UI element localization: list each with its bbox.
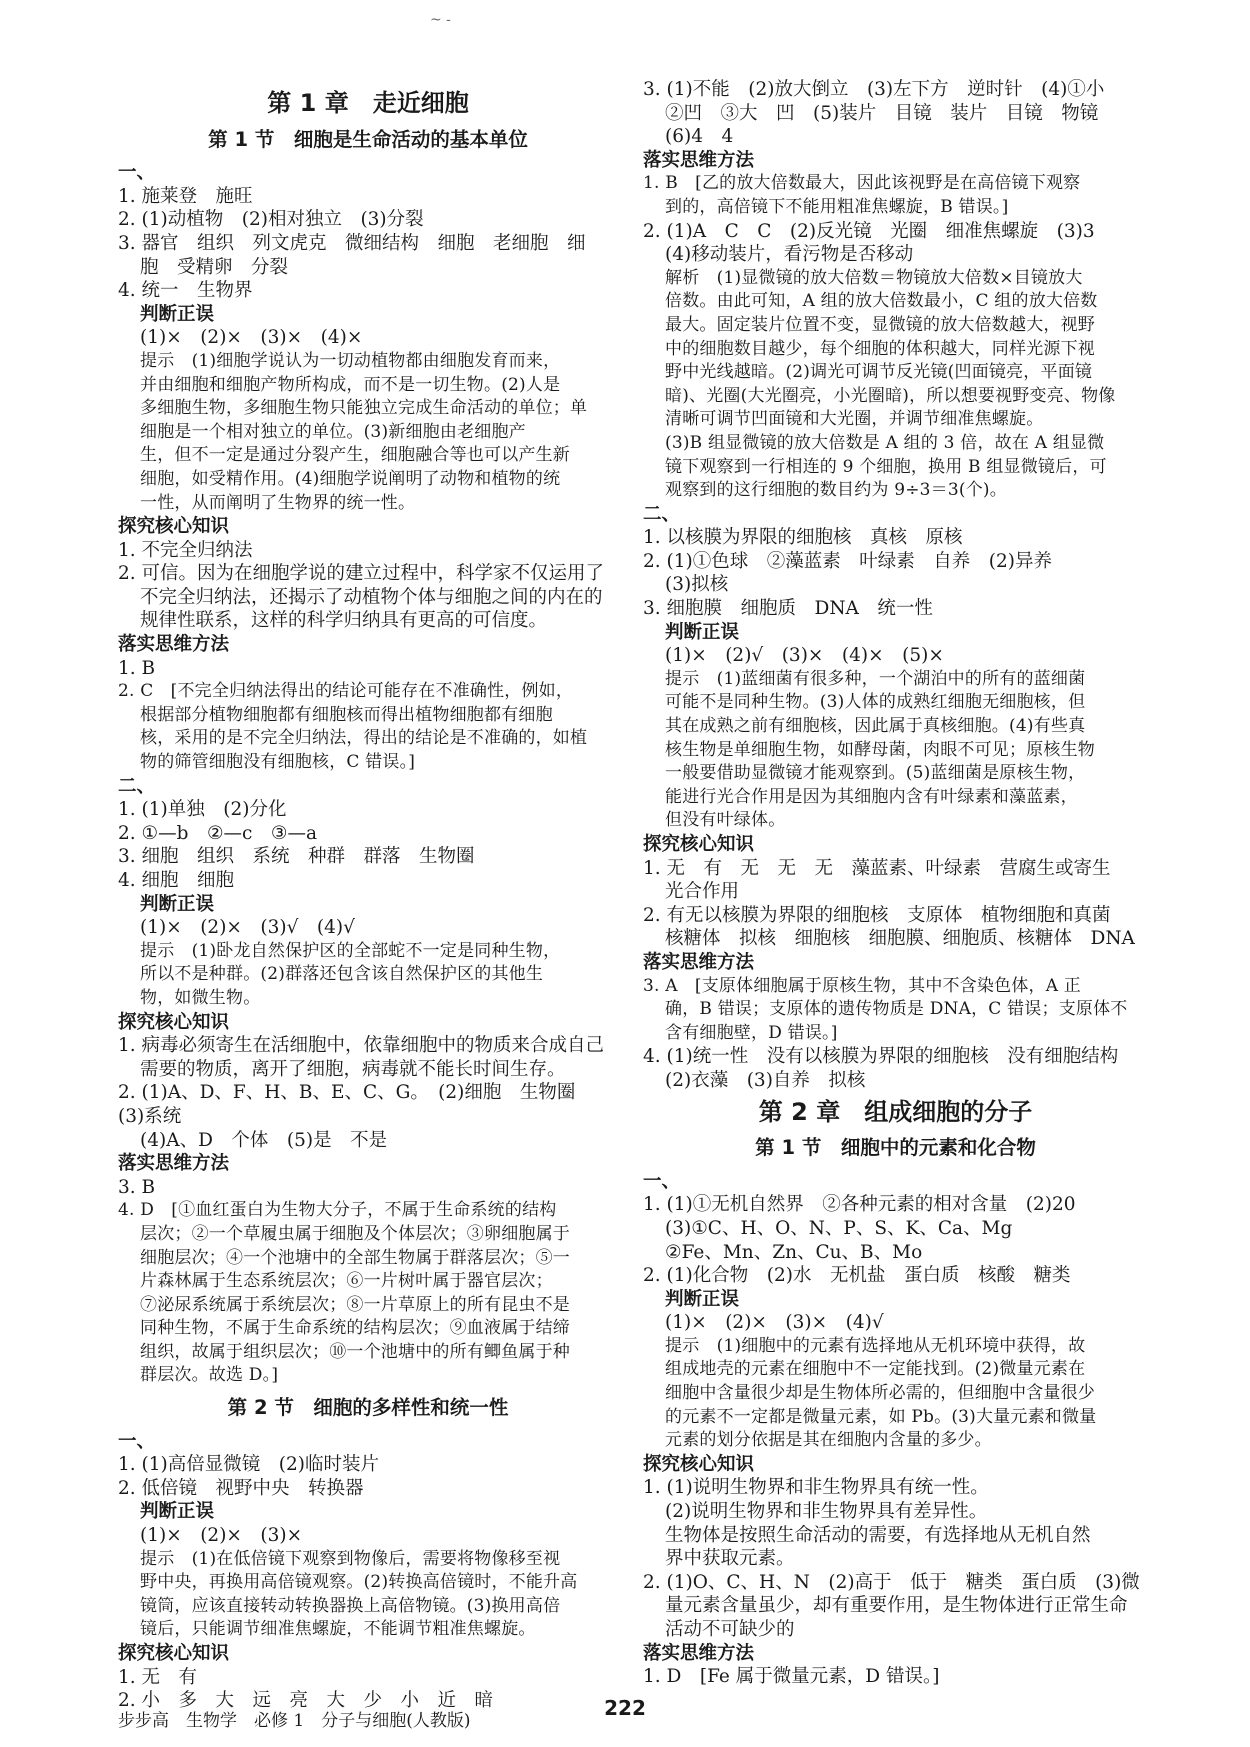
text-line: 生物体是按照生命活动的需要，有选择地从无机自然 bbox=[665, 1524, 1091, 1546]
text-line: 群层次。故选 D。] bbox=[140, 1365, 279, 1386]
text-line: 含有细胞壁，D 错误。] bbox=[665, 1022, 838, 1043]
text-line: 1. 无 有 bbox=[118, 1666, 198, 1688]
text-line: 1. B [乙的放大倍数最大，因此该视野是在高倍镜下观察 bbox=[643, 173, 1081, 194]
text-line: 2. (1)动植物 (2)相对独立 (3)分裂 bbox=[118, 209, 424, 231]
text-line: 物的筛管细胞没有细胞核，C 错误。] bbox=[140, 752, 416, 773]
text-line: 1. 不完全归纳法 bbox=[118, 539, 253, 561]
text-line: 一般要借助显微镜才能观察到。(5)蓝细菌是原核生物， bbox=[665, 763, 1086, 784]
text-line: 多细胞生物，多细胞生物只能独立完成生命活动的单位；单 bbox=[140, 398, 588, 419]
text-line: 2. 小 多 大 远 亮 大 少 小 近 暗 bbox=[118, 1690, 494, 1712]
text-line: 观察到的这行细胞的数目约为 9÷3＝3(个)。 bbox=[665, 480, 1007, 501]
section-heading: 判断正误 bbox=[665, 621, 740, 643]
text-line: (1)× (2)× (3)× bbox=[140, 1525, 303, 1547]
text-line: 野中央，再换用高倍镜观察。(2)转换高倍镜时，不能升高 bbox=[140, 1572, 578, 1593]
text-line: 镜后，只能调节细准焦螺旋，不能调节粗准焦螺旋。 bbox=[140, 1619, 536, 1640]
text-line: 提示 (1)蓝细菌有很多种，一个湖泊中的所有的蓝细菌 bbox=[665, 668, 1086, 689]
text-line: 1. 病毒必须寄生在活细胞中，依靠细胞中的物质来合成自己 bbox=[118, 1035, 605, 1057]
text-line: 确，B 错误；支原体的遗传物质是 DNA，C 错误；支原体不 bbox=[665, 999, 1128, 1020]
section-heading: 探究核心知识 bbox=[118, 516, 230, 538]
text-line: (4)移动装片，看污物是否移动 bbox=[665, 244, 914, 266]
text-line: ②凹 ③大 凹 (5)装片 目镜 装片 目镜 物镜 bbox=[665, 102, 1099, 124]
text-line: (1)× (2)× (3)× (4)× bbox=[140, 327, 363, 349]
section-heading: 探究核心知识 bbox=[118, 1643, 230, 1664]
text-line: 片森林属于生态系统层次；⑥一片树叶属于器官层次； bbox=[140, 1271, 553, 1292]
page-number: 222 bbox=[604, 1696, 646, 1720]
text-line: (4)A、D 个体 (5)是 不是 bbox=[140, 1129, 388, 1151]
text-line: 4. (1)统一性 没有以核膜为界限的细胞核 没有细胞结构 bbox=[643, 1046, 1119, 1068]
text-line: 1. (1)说明生物界和非生物界具有统一性。 bbox=[643, 1477, 989, 1499]
section-heading: 落实思维方法 bbox=[643, 149, 755, 171]
text-line: 细胞中含量很少却是生物体所必需的，但细胞中含量很少 bbox=[665, 1383, 1095, 1404]
text-line: 的元素不一定都是微量元素，如 Pb。(3)大量元素和微量 bbox=[665, 1406, 1097, 1427]
scan-mark: ~ - bbox=[430, 12, 451, 28]
text-line: 其在成熟之前有细胞核，因此属于真核细胞。(4)有些真 bbox=[665, 716, 1086, 737]
left-text-block-2 bbox=[118, 1430, 618, 1713]
section-1-2-title: 第 2 节 细胞的多样性和统一性 bbox=[227, 1396, 509, 1420]
text-line: (1)× (2)× (3)× (4)√ bbox=[665, 1312, 884, 1334]
text-line: 2. 有无以核膜为界限的细胞核 支原体 植物细胞和真菌 bbox=[643, 904, 1111, 926]
chapter-1-title: 第 1 章 走近细胞 bbox=[267, 89, 469, 117]
section-1-1-title: 第 1 节 细胞是生命活动的基本单位 bbox=[208, 127, 528, 151]
text-line: 镜下观察到一行相连的 9 个细胞，换用 B 组显微镜后，可 bbox=[665, 456, 1107, 477]
text-line: (1)× (2)× (3)√ (4)√ bbox=[140, 917, 355, 939]
section-heading: 一、 bbox=[643, 1170, 681, 1192]
section-heading: 判断正误 bbox=[140, 1501, 215, 1523]
text-line: 3. (1)不能 (2)放大倒立 (3)左下方 逆时针 (4)①小 bbox=[643, 79, 1105, 100]
text-line: 核，采用的是不完全归纳法，得出的结论是不准确的，如植 bbox=[140, 728, 588, 749]
text-line: 镜筒，应该直接转动转换器换上高倍物镜。(3)换用高倍 bbox=[140, 1595, 561, 1616]
text-line: 根据部分植物细胞都有细胞核而得出植物细胞都有细胞 bbox=[140, 704, 553, 725]
right-column bbox=[643, 78, 1148, 1689]
text-line: 物，如微生物。 bbox=[140, 987, 261, 1008]
left-text-block-1 bbox=[118, 161, 618, 1388]
text-line: 4. 统一 生物界 bbox=[118, 280, 253, 302]
text-line: 元素的划分依据是其在细胞内含量的多少。 bbox=[665, 1430, 992, 1451]
text-line: ②Fe、Mn、Zn、Cu、B、Mo bbox=[665, 1241, 923, 1263]
section-heading: 落实思维方法 bbox=[118, 634, 230, 656]
section-heading: 落实思维方法 bbox=[643, 951, 755, 973]
text-line: 同种生物，不属于生命系统的结构层次；⑨血液属于结缔 bbox=[140, 1318, 570, 1339]
text-line: 生，但不一定是通过分裂产生，细胞融合等也可以产生新 bbox=[140, 445, 570, 466]
text-line: 规律性联系，这样的科学归纳具有更高的可信度。 bbox=[140, 610, 548, 632]
text-line: 界中获取元素。 bbox=[665, 1548, 795, 1570]
text-line: ⑦泌尿系统属于系统层次；⑧一片草原上的所有昆虫不是 bbox=[140, 1294, 570, 1315]
section-heading: 二、 bbox=[118, 775, 156, 797]
section-heading: 探究核心知识 bbox=[118, 1011, 230, 1033]
right-text-block-1 bbox=[643, 78, 1148, 1093]
text-line: 1. 无 有 无 无 无 藻蓝素、叶绿素 营腐生或寄生 bbox=[643, 857, 1111, 879]
text-line: 3. 器官 组织 列文虎克 微细结构 细胞 老细胞 细 bbox=[118, 232, 586, 254]
text-line: 提示 (1)细胞中的元素有选择地从无机环境中获得，故 bbox=[665, 1335, 1086, 1356]
text-line: (2)说明生物界和非生物界具有差异性。 bbox=[665, 1501, 988, 1523]
text-line: 提示 (1)细胞学说认为一切动植物都由细胞发育而来， bbox=[140, 350, 561, 371]
text-line: 2. 低倍镜 视野中央 转换器 bbox=[118, 1477, 364, 1499]
text-line: 光合作用 bbox=[665, 881, 740, 903]
text-line: 2. 可信。因为在细胞学说的建立过程中，科学家不仅运用了 bbox=[118, 563, 605, 585]
section-heading: 判断正误 bbox=[665, 1288, 740, 1310]
section-heading: 一、 bbox=[118, 162, 156, 184]
text-line: 1. 施莱登 施旺 bbox=[118, 185, 253, 207]
section-2-1-title: 第 1 节 细胞中的元素和化合物 bbox=[755, 1136, 1036, 1160]
text-line: 1. 以核膜为界限的细胞核 真核 原核 bbox=[643, 527, 963, 549]
footer-book-title: 步步高 生物学 必修 1 分子与细胞(人教版) bbox=[118, 1711, 471, 1731]
section-heading: 探究核心知识 bbox=[643, 834, 755, 855]
text-line: 到的，高倍镜下不能用粗准焦螺旋，B 错误。] bbox=[665, 196, 1009, 217]
text-line: 最大。固定装片位置不变，显微镜的放大倍数越大，视野 bbox=[665, 314, 1095, 335]
text-line: (2)衣藻 (3)自养 拟核 bbox=[665, 1069, 866, 1091]
text-line: 2. (1)O、C、H、N (2)高于 低于 糖类 蛋白质 (3)微 bbox=[643, 1571, 1140, 1593]
text-line: 胞 受精卵 分裂 bbox=[140, 256, 289, 278]
text-line: 核糖体 拟核 细胞核 细胞膜、细胞质、核糖体 DNA bbox=[665, 928, 1135, 950]
section-heading: 判断正误 bbox=[140, 893, 215, 915]
chapter-2-title: 第 2 章 组成细胞的分子 bbox=[758, 1097, 1033, 1126]
text-line: 提示 (1)在低倍镜下观察到物像后，需要将物像移至视 bbox=[140, 1548, 561, 1569]
text-line: 解析 (1)显微镜的放大倍数＝物镜放大倍数×目镜放大 bbox=[665, 267, 1083, 288]
section-heading: 落实思维方法 bbox=[643, 1642, 755, 1664]
text-line: 细胞是一个相对独立的单位。(3)新细胞由老细胞产 bbox=[140, 421, 526, 442]
text-line: 量元素含量虽少，却有重要作用，是生物体进行正常生命 bbox=[665, 1595, 1128, 1617]
text-line: 1. (1)①无机自然界 ②各种元素的相对含量 (2)20 bbox=[643, 1194, 1076, 1216]
text-line: 2. ①—b ②—c ③—a bbox=[118, 822, 318, 844]
text-line: 提示 (1)卧龙自然保护区的全部蛇不一定是同种生物， bbox=[140, 940, 561, 961]
text-line: 清晰可调节凹面镜和大光圈，并调节细准焦螺旋。 bbox=[665, 409, 1044, 430]
text-line: 能进行光合作用是因为其细胞内含有叶绿素和藻蓝素， bbox=[665, 786, 1078, 807]
text-line: 组成地壳的元素在细胞中不一定能找到。(2)微量元素在 bbox=[665, 1359, 1086, 1380]
text-line: 可能不是同种生物。(3)人体的成熟红细胞无细胞核，但 bbox=[665, 692, 1086, 713]
text-line: 2. (1)①色球 ②藻蓝素 叶绿素 自养 (2)异养 bbox=[643, 550, 1052, 572]
section-heading: 二、 bbox=[643, 503, 681, 525]
text-line: (1)× (2)√ (3)× (4)× (5)× bbox=[665, 645, 944, 667]
text-line: 1. (1)高倍显微镜 (2)临时装片 bbox=[118, 1454, 379, 1476]
section-heading: 落实思维方法 bbox=[118, 1153, 230, 1175]
text-line: (3)B 组显微镜的放大倍数是 A 组的 3 倍，故在 A 组显微 bbox=[665, 432, 1105, 453]
text-line: (6)4 4 bbox=[665, 126, 734, 148]
text-line: 并由细胞和细胞产物所构成，而不是一切生物。(2)人是 bbox=[140, 374, 561, 395]
text-line: 不完全归纳法，还揭示了动植物个体与细胞之间的内在的 bbox=[140, 586, 603, 608]
text-line: 2. C [不完全归纳法得出的结论可能存在不准确性，例如， bbox=[118, 681, 574, 702]
text-line: 3. B bbox=[118, 1176, 156, 1198]
section-heading: 一、 bbox=[118, 1430, 156, 1452]
text-line: 2. (1)化合物 (2)水 无机盐 蛋白质 核酸 糖类 bbox=[643, 1265, 1071, 1287]
text-line: 核生物是单细胞生物，如酵母菌，肉眼不可见；原核生物 bbox=[665, 739, 1095, 760]
text-line: 3. 细胞膜 细胞质 DNA 统一性 bbox=[643, 598, 933, 620]
text-line: 4. D [①血红蛋白为生物大分子，不属于生命系统的结构 bbox=[118, 1200, 557, 1221]
text-line: 倍数。由此可知，A 组的放大倍数最小，C 组的放大倍数 bbox=[665, 291, 1098, 312]
text-line: 1. D [Fe 属于微量元素，D 错误。] bbox=[643, 1666, 940, 1688]
text-line: 需要的物质，离开了细胞，病毒就不能长时间生存。 bbox=[140, 1058, 566, 1080]
section-heading: 探究核心知识 bbox=[643, 1453, 755, 1475]
text-line: 层次；②一个草履虫属于细胞及个体层次；③卵细胞属于 bbox=[140, 1223, 570, 1244]
text-line: 但没有叶绿体。 bbox=[665, 810, 786, 831]
text-line: 1. B bbox=[118, 657, 156, 679]
left-column bbox=[118, 78, 618, 1713]
text-line: 细胞层次；④一个池塘中的全部生物属于群落层次；⑤一 bbox=[140, 1247, 570, 1268]
text-line: 暗)、光圈(大光圈亮，小光圈暗)，所以想要视野变亮、物像 bbox=[665, 385, 1116, 406]
text-line: 3. A [支原体细胞属于原核生物，其中不含染色体，A 正 bbox=[643, 975, 1082, 996]
text-line: 2. (1)A、D、F、H、B、E、C、G。 (2)细胞 生物圈 (3)系统 bbox=[118, 1082, 594, 1127]
text-line: (3)拟核 bbox=[665, 574, 729, 596]
text-line: 1. (1)单独 (2)分化 bbox=[118, 799, 287, 821]
section-heading: 判断正误 bbox=[140, 303, 215, 325]
text-line: 野中光线越暗。(2)调光可调节反光镜(凹面镜亮，平面镜 bbox=[665, 362, 1093, 383]
text-line: 3. 细胞 组织 系统 种群 群落 生物圈 bbox=[118, 846, 475, 868]
text-line: 中的细胞数目越少，每个细胞的体积越大，同样光源下视 bbox=[665, 338, 1095, 359]
text-line: 所以不是种群。(2)群落还包含该自然保护区的其他生 bbox=[140, 964, 544, 985]
text-line: 一性，从而阐明了生物界的统一性。 bbox=[140, 492, 416, 513]
text-line: 活动不可缺少的 bbox=[665, 1619, 795, 1640]
text-line: 4. 细胞 细胞 bbox=[118, 870, 235, 891]
text-line: (3)①C、H、O、N、P、S、K、Ca、Mg bbox=[665, 1217, 1013, 1239]
text-line: 细胞，如受精作用。(4)细胞学说阐明了动物和植物的统 bbox=[140, 468, 561, 489]
text-line: 2. (1)A C C (2)反光镜 光圈 细准焦螺旋 (3)3 bbox=[643, 220, 1095, 242]
text-line: 组织，故属于组织层次；⑩一个池塘中的所有鲫鱼属于种 bbox=[140, 1341, 570, 1362]
right-text-block-2 bbox=[643, 1170, 1148, 1689]
